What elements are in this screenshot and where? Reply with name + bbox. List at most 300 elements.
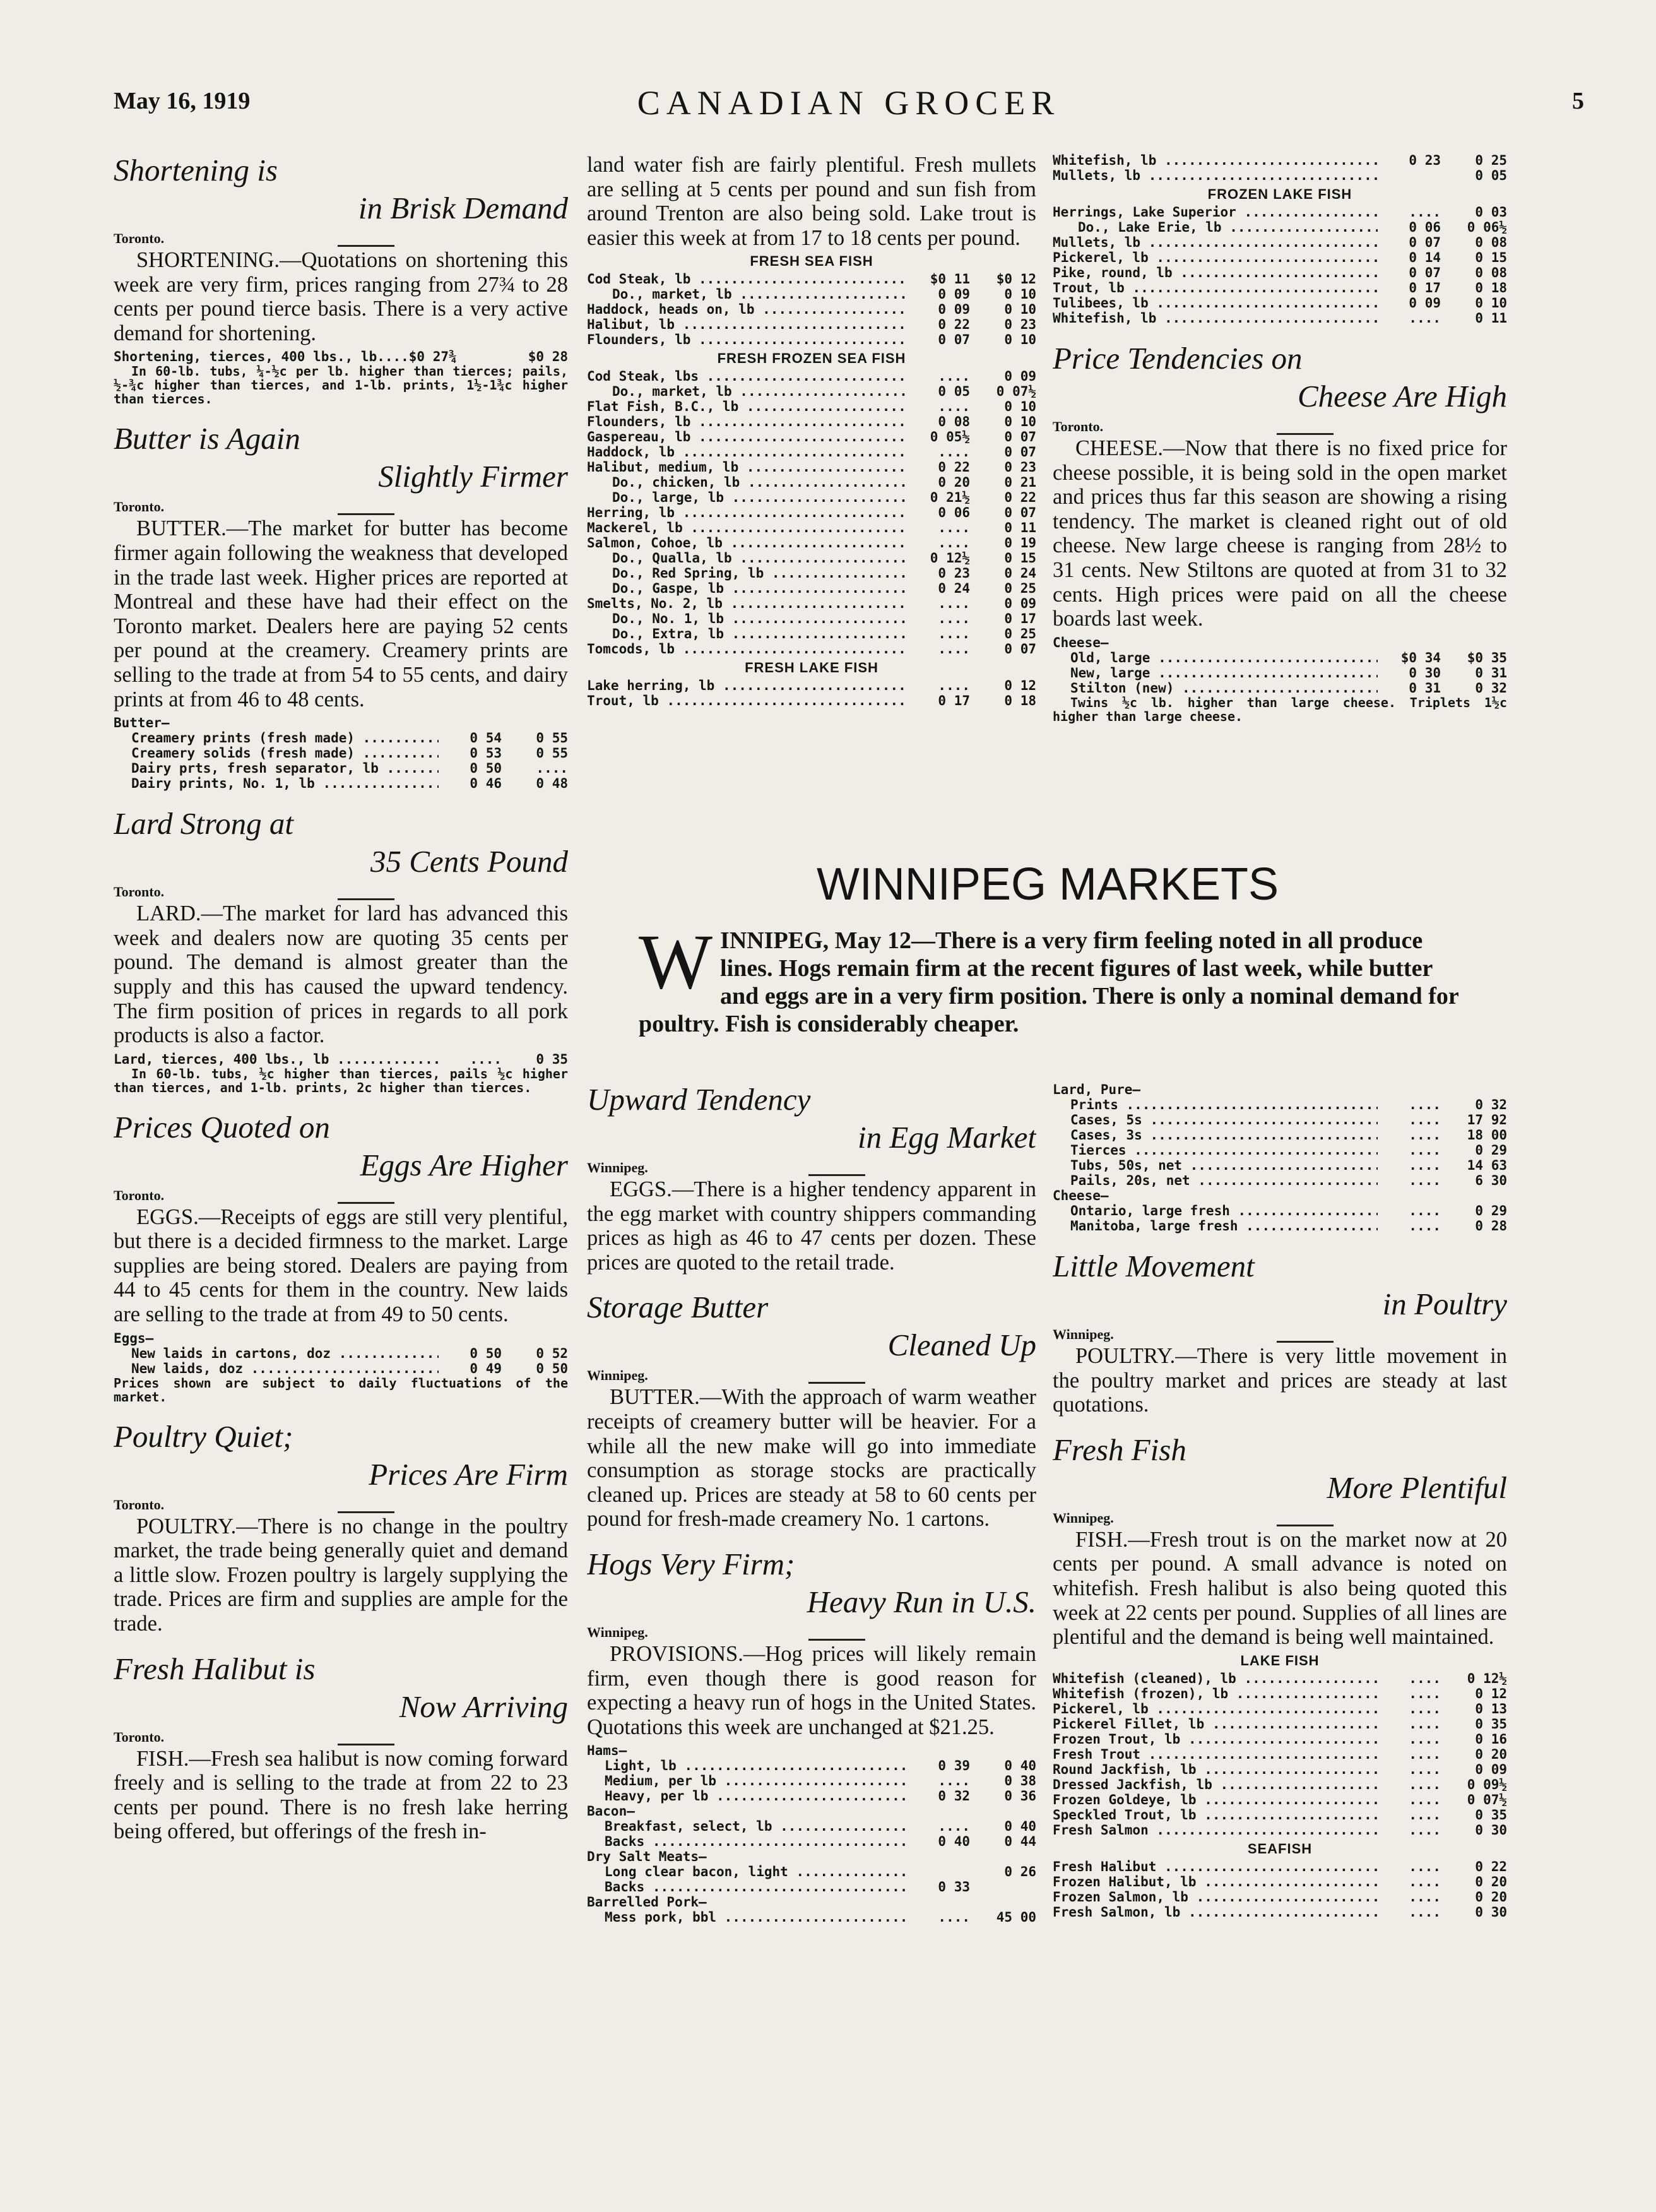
price-high: 45 00 [996,1910,1036,1925]
divider [808,1639,865,1641]
price-low: .... [1409,1143,1441,1158]
price-high: 0 10 [1004,399,1036,415]
price-low: .... [1409,1858,1441,1874]
price-high: 0 10 [1004,332,1036,348]
price-low: 0 24 [938,581,970,597]
price-row [1053,220,1507,235]
price-row [1053,153,1507,168]
price-low: 0 05½ [930,429,970,445]
price-row [1053,681,1507,696]
item-name: Dairy prints, No. 1, lb ..... [114,776,439,791]
item-name: Halibut, lb ..... [587,317,907,332]
price-row [1053,1127,1507,1143]
price-row [587,596,1036,611]
item-name: Trout, lb ..... [587,693,907,708]
price-row [1053,1859,1507,1874]
price-row [1053,1203,1507,1218]
price-low: .... [1409,1746,1441,1762]
table-category: Bacon— [587,1804,635,1819]
dateline: Toronto. [1053,419,1104,434]
item-name: Round Jackfish, lb ..... [1053,1762,1378,1777]
price-high: 0 19 [1004,535,1036,551]
dateline: Toronto. [114,1187,165,1203]
divider [808,1174,865,1176]
price-high: 0 40 [1004,1819,1036,1834]
issue-date: May 16, 1919 [114,88,251,114]
price-high: 0 11 [1475,311,1507,326]
item-name: Breakfast, select, lb ..... [587,1819,907,1834]
price-high: 0 40 [1004,1758,1036,1774]
price-high: 0 09 [1004,596,1036,612]
article-body: FISH.—Fresh trout is on the market now at 20 cents per pound. A small advance is noted on whitefish. Fresh halibut is also being quoted this week at 22 cents per pound. Supplies of all lines are plentiful and the demand is being well maintained. [1053,1527,1507,1650]
price-row [587,626,1036,641]
price-row [587,490,1036,505]
dateline: Toronto. [114,499,165,515]
table-title: FRESH FROZEN SEA FISH [717,350,906,367]
price-high: 0 48 [536,776,568,792]
price-high: 0 55 [536,746,568,761]
price-row [1053,235,1507,250]
article-cheese [1053,340,1507,723]
item-name: Salmon, Cohoe, lb ..... [587,535,907,550]
page-header [114,84,1584,138]
item-name: Do., Gaspe, lb ..... [587,581,907,596]
item-name: Whitefish (cleaned), lb ..... [1053,1671,1378,1686]
price-row [587,693,1036,708]
item-name: Do., market, lb ..... [587,287,907,302]
item-name: Flat Fish, B.C., lb ..... [587,399,907,414]
price-low: .... [1409,205,1441,220]
item-name: Ontario, large fresh ..... [1053,1203,1378,1218]
price-row: Lard, tierces, 400 lbs., lb ..... .... 0 35 [114,1052,568,1067]
page-number: 5 [1572,88,1584,114]
price-high: 0 29 [1475,1203,1507,1218]
price-low: 0 06 [938,505,970,521]
price-low: 0 23 [938,566,970,581]
table-note: Twins ½c lb. higher than large cheese. Triplets 1½c higher than large cheese. [1053,694,1507,724]
dateline: Winnipeg. [587,1367,648,1384]
price-row [1053,1807,1507,1823]
article-body: POULTRY.—There is very little movement in the poultry market and prices are steady at last quotations. [1053,1344,1507,1417]
price-low: 0 50 [470,1345,502,1361]
price-low: .... [1409,1670,1441,1686]
article-body: LARD.—The market for lard has advanced this week and dealers now are quoting 35 cents per pound. The demand is almost greater than the supply and this has caused the upward tendency. The firm position of prices in regards to all pork products is also a factor. [114,901,568,1048]
price-low: .... [938,626,970,642]
item-name: Backs ..... [587,1834,907,1849]
price-row [587,399,1036,414]
article-body: SHORTENING.—Quotations on shortening this week are very firm, prices ranging from 27¾ to 28 cents per pound tierce basis. There is a very active demand for shortening. [114,248,568,345]
price-high: 0 17 [1004,611,1036,627]
column-middle-bottom [587,1081,1036,2078]
table-category: Lard, Pure— [1053,1082,1141,1097]
divider [1277,1341,1334,1343]
item-name: Haddock, lb ..... [587,444,907,460]
fish-price-table [587,254,1036,708]
price-low: 0 09 [1409,295,1441,311]
price-high: 0 23 [1004,317,1036,333]
price-high: 14 63 [1467,1158,1507,1173]
item-name: Frozen Salmon, lb ..... [1053,1889,1378,1905]
price-table [1053,635,1507,723]
price-row [1053,1173,1507,1188]
price-low: 0 17 [1409,280,1441,295]
price-row [1053,1671,1507,1686]
price-high: 0 07½ [996,384,1036,400]
table-title: LAKE FISH [1240,1652,1320,1668]
price-table [114,1052,568,1095]
item-name: Tulibees, lb ..... [1053,295,1378,311]
price-row [587,1758,1036,1773]
price-low: 0 46 [470,776,502,792]
price-low: $0 11 [930,271,970,287]
price-high: 0 32 [1475,1097,1507,1112]
column-middle-top [587,152,1036,827]
price-row [587,1834,1036,1849]
price-high: 0 55 [536,730,568,746]
price-row [587,1788,1036,1804]
price-high: 0 10 [1004,414,1036,430]
price-high: 0 28 [1475,1218,1507,1234]
divider [338,1511,394,1513]
item-name: Do., large, lb ..... [587,490,907,505]
column-left [114,152,568,2140]
headline: Fresh Halibut is Now Arriving [114,1651,568,1724]
price-row [587,535,1036,550]
price-low: 0 23 [1409,153,1441,168]
price-low: .... [938,678,970,694]
headline: Lard Strong at 35 Cents Pound [114,806,568,879]
price-row [1053,1889,1507,1905]
divider [808,1382,865,1384]
price-low: .... [938,399,970,415]
price-low: .... [938,520,970,536]
price-row: Shortening, tierces, 400 lbs., lb....$0 27¾ $0 28 [114,349,568,365]
price-high: 0 30 [1475,1822,1507,1838]
headline: Little Movement in Poultry [1053,1249,1507,1321]
price-row [587,369,1036,384]
dateline: Winnipeg. [1053,1326,1114,1342]
price-high: $0 12 [996,271,1036,287]
item-name: Dairy prts, fresh separator, lb ..... [114,761,439,776]
item-name: Frozen Halibut, lb ..... [1053,1874,1378,1889]
price-low: 0 40 [938,1834,970,1850]
price-high: 0 24 [1004,566,1036,581]
item-name: Haddock, heads on, lb ..... [587,302,907,317]
price-high: 0 25 [1004,581,1036,597]
price-low: .... [1409,1173,1441,1188]
price-high: 0 09½ [1467,1776,1507,1792]
dateline: Winnipeg. [587,1624,648,1640]
price-low: .... [938,369,970,384]
divider [338,1744,394,1745]
price-row [587,429,1036,444]
table-category: Cheese— [1053,1188,1109,1203]
divider [1277,433,1334,435]
drop-cap: W [639,919,713,1005]
price-high: 0 30 [1475,1904,1507,1920]
price-low: $0 34 [1400,650,1441,665]
column-right-bottom [1053,1081,1507,2078]
item-name: Mullets, lb ..... [1053,168,1378,183]
price-high: 0 07 [1004,429,1036,445]
price-high: 0 52 [536,1345,568,1361]
price-row [1053,311,1507,326]
item-name: Whitefish, lb ..... [1053,153,1378,168]
price-high: 0 11 [1004,520,1036,536]
price-row [1053,650,1507,665]
fish-price-table [1053,153,1507,326]
item-name: Do., No. 1, lb ..... [587,611,907,626]
price-row [587,611,1036,626]
price-row [587,1879,1036,1894]
article-body: BUTTER.—The market for butter has become firmer again following the weakness that developed in the trade last week. Higher prices are reported at Montreal and these have had their effect on the Toronto market. Dealers here are paying 52 cents per pound at the creamery. Creamery prints are selling to the trade at from 54 to 55 cents, and dairy prints at from 46 to 48 cents. [114,516,568,711]
price-high: 0 12 [1004,678,1036,694]
price-high: 0 18 [1004,693,1036,709]
price-low: 0 54 [470,730,502,746]
price-low: 0 09 [938,287,970,302]
price-high: 0 18 [1475,280,1507,295]
price-row [1053,1823,1507,1838]
price-row [1053,1143,1507,1158]
divider [338,245,394,247]
price-row [1053,205,1507,220]
item-name: Do., Red Spring, lb ..... [587,566,907,581]
item-name: Pickerel, lb ..... [1053,250,1378,265]
price-row [1053,1686,1507,1701]
price-high: 0 07½ [1467,1792,1507,1807]
item-name: Medium, per lb ..... [587,1773,907,1788]
price-low: .... [1409,1203,1441,1218]
price-row [1053,168,1507,183]
dateline: Toronto. [114,1728,165,1745]
price-low: .... [1409,1889,1441,1905]
price-row [1053,1112,1507,1127]
item-name: Fresh Salmon, lb ..... [1053,1905,1378,1920]
item-name: Whitefish, lb ..... [1053,311,1378,326]
item-name: Do., Qualla, lb ..... [587,550,907,566]
item-name: Pike, round, lb ..... [1053,265,1378,280]
table-note: Prices shown are subject to daily fluctuations of the market. [114,1375,568,1405]
price-low: 0 07 [1409,265,1441,280]
divider [1277,1525,1334,1526]
price-row [1053,1792,1507,1807]
price-high: 0 35 [1475,1716,1507,1732]
item-name: Tomcods, lb ..... [587,641,907,657]
article-body: CHEESE.—Now that there is no fixed price for cheese possible, it is being sold in the open market and prices thus far this season are showing a rising tendency. The market is cleaned right out of old cheese. New large cheese is ranging from 28½ to 31 cents. New Stiltons are quoted at from 31 to 32 cents. High prices were paid on all the cheese boards last week. [1053,436,1507,631]
price-high: 0 06½ [1467,220,1507,235]
price-low: .... [1409,1701,1441,1716]
article-egg-market [587,1081,1036,1275]
price-high: 0 20 [1475,1889,1507,1905]
price-high: 0 25 [1004,626,1036,642]
item-name: Cod Steak, lbs ..... [587,369,907,384]
price-high: 0 22 [1475,1858,1507,1874]
article-lard [114,805,568,1095]
price-low: .... [938,641,970,657]
item-name: Speckled Trout, lb ..... [1053,1807,1378,1823]
price-row [587,475,1036,490]
price-low: 0 50 [470,761,502,776]
price-row [114,746,568,761]
article-little-movement [1053,1247,1507,1417]
price-low: .... [1409,1158,1441,1173]
price-low: .... [938,611,970,627]
price-high: .... [536,761,568,776]
price-low: .... [938,1819,970,1834]
table-category: Hams— [587,1743,627,1759]
price-low: 0 07 [1409,235,1441,250]
price-row [1053,1874,1507,1889]
price-high: 0 09 [1004,369,1036,384]
price-low: .... [938,444,970,460]
item-name: New laids, doz ..... [114,1361,439,1376]
article-eggs [114,1109,568,1404]
price-low: 0 22 [938,317,970,333]
price-low: .... [1409,1686,1441,1701]
item-name: Trout, lb ..... [1053,280,1378,295]
price-row [1053,295,1507,311]
section-title: WINNIPEG MARKETS [816,859,1279,910]
item-name: Do., chicken, lb ..... [587,475,907,490]
table-category: Dry Salt Meats— [587,1849,707,1865]
price-high: 0 38 [1004,1773,1036,1789]
item-name: Cases, 5s ..... [1053,1112,1378,1127]
price-high: 0 20 [1475,1874,1507,1889]
price-low: .... [1409,1874,1441,1889]
item-name: Backs ..... [587,1879,907,1894]
price-low: .... [1409,1822,1441,1838]
table-title: FRESH SEA FISH [750,253,873,270]
price-low: .... [1409,1218,1441,1234]
price-high: 0 12 [1475,1686,1507,1701]
price-low: 0 39 [938,1758,970,1774]
item-name: Flounders, lb ..... [587,332,907,347]
price-low: 0 53 [470,746,502,761]
price-high: 0 32 [1475,680,1507,696]
price-low: 0 49 [470,1360,502,1376]
price-table [114,349,568,406]
item-name: Halibut, medium, lb ..... [587,460,907,475]
price-low: 0 07 [938,332,970,348]
price-row [587,1910,1036,1925]
price-high: 0 23 [1004,460,1036,475]
price-low: 0 21½ [930,490,970,506]
price-high: 0 05 [1475,168,1507,183]
price-row [1053,665,1507,681]
price-high: 0 35 [1475,1807,1507,1823]
price-high: 0 36 [1004,1788,1036,1804]
headline: Shortening is in Brisk Demand [114,153,568,225]
article-hogs [587,1545,1036,1925]
section-intro: WINNIPEG, May 12—There is a very firm feeling noted in all produce lines. Hogs remain firm at the recent figures of last week, while butter and eggs are in a very firm position. There is only a nominal demand for poultry. Fish is considerably cheaper. [639,919,1459,1037]
article-fresh-fish [1053,1431,1507,1920]
price-row [587,460,1036,475]
article-body: PROVISIONS.—Hog prices will likely remain firm, even though there is good reason for expecting a heavy run of hogs in the United States. Quotations this week are unchanged at $21.25. [587,1641,1036,1739]
item-name: Fresh Trout ..... [1053,1747,1378,1762]
price-low: 0 14 [1409,250,1441,265]
price-high: 0 50 [536,1360,568,1376]
price-low: .... [938,596,970,612]
price-table [114,715,568,791]
price-high: 0 31 [1475,665,1507,681]
table-title: FRESH LAKE FISH [745,660,878,676]
item-name: Tierces ..... [1053,1143,1378,1158]
item-name: Herrings, Lake Superior ..... [1053,205,1378,220]
price-row [587,550,1036,566]
price-low: .... [1409,1097,1441,1112]
price-row [114,730,568,746]
price-low: .... [1409,1904,1441,1920]
price-row [587,444,1036,460]
price-high: 6 30 [1475,1173,1507,1188]
divider [338,513,394,515]
price-table [114,1331,568,1404]
item-name: Herring, lb ..... [587,505,907,520]
article-body: FISH.—Fresh sea halibut is now coming forward freely and is selling to the trade at from 22 to 23 cents per pound. There is no fresh lake herring being offered, but offerings of the fresh in- [114,1746,568,1844]
price-row [587,414,1036,429]
price-high: 0 22 [1004,490,1036,506]
price-low: 0 31 [1409,680,1441,696]
price-row [587,678,1036,693]
price-high: 0 44 [1004,1834,1036,1850]
price-high: 0 15 [1004,550,1036,566]
article-butter [114,420,568,791]
price-row [587,566,1036,581]
price-row [1053,1905,1507,1920]
item-name: Stilton (new) ..... [1053,681,1378,696]
price-high: 0 07 [1004,444,1036,460]
price-row [1053,1732,1507,1747]
price-row [1053,1747,1507,1762]
price-low: .... [938,535,970,551]
price-high: 0 25 [1475,153,1507,168]
price-row [114,776,568,791]
item-name: Frozen Trout, lb ..... [1053,1732,1378,1747]
provisions-table [587,1743,1036,1925]
item-name: Mullets, lb ..... [1053,235,1378,250]
price-row [587,1773,1036,1788]
item-name: Mackerel, lb ..... [587,520,907,535]
item-name: Whitefish (frozen), lb ..... [1053,1686,1378,1701]
price-low: 0 17 [938,693,970,709]
item-name: Light, lb ..... [587,1758,907,1773]
price-low: .... [1409,311,1441,326]
price-low: 0 12½ [930,550,970,566]
price-high: 0 16 [1475,1731,1507,1747]
price-row [114,761,568,776]
item-name: Flounders, lb ..... [587,414,907,429]
item-name: Cod Steak, lb ..... [587,271,907,287]
price-high [970,1879,1036,1894]
item-name: Long clear bacon, light ..... [587,1864,907,1879]
price-row [1053,1218,1507,1234]
price-low: 0 09 [938,302,970,318]
item-name: Fresh Halibut ..... [1053,1859,1378,1874]
price-row [1053,280,1507,295]
price-row [587,332,1036,347]
price-low: .... [1409,1112,1441,1127]
headline: Prices Quoted on Eggs Are Higher [114,1109,568,1182]
price-row [1053,1158,1507,1173]
table-title: SEAFISH [1247,1840,1313,1857]
item-name: Do., Lake Erie, lb ..... [1053,220,1378,235]
price-row [1053,250,1507,265]
article-body: EGGS.—Receipts of eggs are still very plentiful, but there is a decided firmness to the market. Large supplies are being stored. Dealers are paying from 44 to 45 cents for them in the country. New laids are selling to the trade at from 49 to 50 cents. [114,1204,568,1327]
price-high: 0 10 [1475,295,1507,311]
lard-cheese-table [1053,1082,1507,1234]
price-high: 0 29 [1475,1143,1507,1158]
article-shortening [114,152,568,406]
